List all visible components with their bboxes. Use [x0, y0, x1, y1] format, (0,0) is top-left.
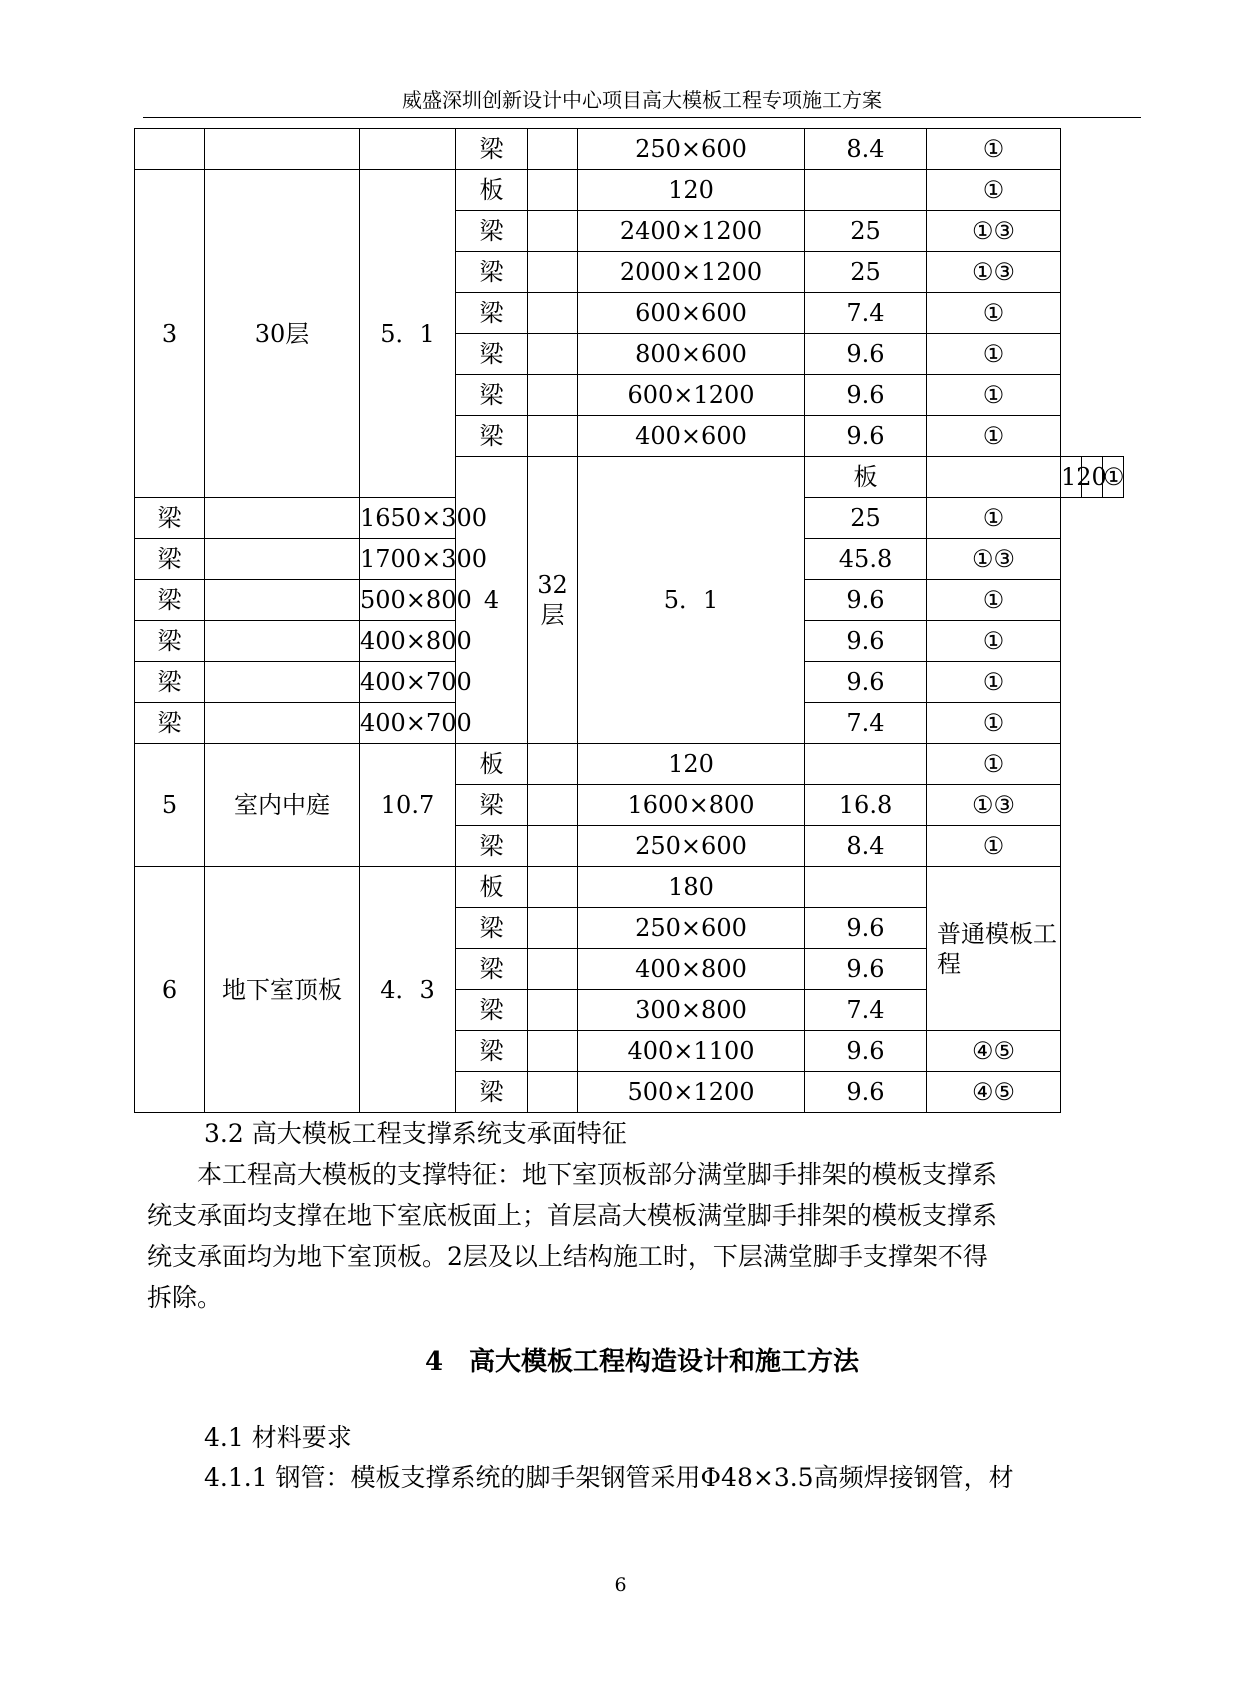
cell-span: 9.6 — [805, 908, 927, 949]
cell-floor — [205, 129, 360, 170]
cell-span — [805, 867, 927, 908]
cell-member-type: 梁 — [456, 334, 528, 375]
cell-span: 8.4 — [805, 826, 927, 867]
cell-note: ① — [927, 703, 1061, 744]
cell-member-type: 梁 — [456, 908, 528, 949]
cell-section-size: 400×800 — [578, 949, 805, 990]
cell-note: ①③ — [927, 539, 1061, 580]
cell-span: 7.4 — [805, 990, 927, 1031]
cell-note: 普通模板工程 — [927, 867, 1061, 1031]
cell-member-type: 板 — [456, 170, 528, 211]
cell-section-size: 1600×800 — [578, 785, 805, 826]
cell-blank — [205, 498, 360, 539]
header-divider — [143, 117, 1141, 118]
cell-section-size: 180 — [578, 867, 805, 908]
cell-blank — [205, 703, 360, 744]
cell-member-type: 梁 — [456, 252, 528, 293]
document-header: 威盛深圳创新设计中心项目高大模板工程专项施工方案 — [402, 88, 882, 112]
cell-section-size: 300×800 — [578, 990, 805, 1031]
cell-floor: 32层 — [528, 457, 578, 744]
cell-member-type: 梁 — [135, 498, 205, 539]
cell-span: 16.8 — [805, 785, 927, 826]
cell-span: 25 — [805, 252, 927, 293]
cell-member-type: 梁 — [456, 990, 528, 1031]
cell-member-type: 梁 — [456, 211, 528, 252]
cell-section-size: 120 — [578, 170, 805, 211]
cell-note: ①③ — [927, 785, 1061, 826]
cell-section-size: 400×700 — [360, 662, 456, 703]
cell-seq-no: 3 — [135, 170, 205, 498]
cell-span: 9.6 — [805, 580, 927, 621]
cell-span: 25 — [805, 498, 927, 539]
cell-blank — [205, 580, 360, 621]
cell-note: ① — [927, 621, 1061, 662]
cell-member-type: 梁 — [135, 621, 205, 662]
cell-member-type: 梁 — [135, 662, 205, 703]
paragraph-line: 本工程高大模板的支撑特征：地下室顶板部分满堂脚手排架的模板支撑系 — [197, 1160, 998, 1189]
cell-span: 8.4 — [805, 129, 927, 170]
cell-floor: 室内中庭 — [205, 744, 360, 867]
cell-blank — [205, 539, 360, 580]
cell-section-size: 250×600 — [578, 129, 805, 170]
cell-note: ① — [927, 170, 1061, 211]
cell-section-size: 500×800 — [360, 580, 456, 621]
cell-note: ① — [927, 334, 1061, 375]
cell-member-type: 板 — [805, 457, 927, 498]
cell-member-type: 梁 — [456, 826, 528, 867]
cell-blank — [205, 621, 360, 662]
table-row — [135, 170, 1124, 211]
cell-height: 5．1 — [360, 170, 456, 498]
cell-span: 7.4 — [805, 293, 927, 334]
cell-note: ① — [927, 580, 1061, 621]
cell-span: 25 — [805, 211, 927, 252]
cell-blank — [528, 416, 578, 457]
cell-floor: 地下室顶板 — [205, 867, 360, 1113]
cell-blank — [528, 375, 578, 416]
cell-note: ① — [927, 498, 1061, 539]
cell-section-size: 400×800 — [360, 621, 456, 662]
cell-seq-no: 5 — [135, 744, 205, 867]
cell-blank — [528, 252, 578, 293]
formwork-spec-table — [134, 128, 1124, 1113]
page-number: 6 — [614, 1574, 627, 1596]
cell-seq-no: 6 — [135, 867, 205, 1113]
cell-span: 9.6 — [805, 1031, 927, 1072]
cell-member-type: 梁 — [456, 416, 528, 457]
section-3-2-paragraph — [147, 1154, 1127, 1318]
cell-blank — [205, 662, 360, 703]
cell-blank — [528, 334, 578, 375]
cell-height: 4．3 — [360, 867, 456, 1113]
cell-blank — [528, 785, 578, 826]
cell-blank — [528, 211, 578, 252]
cell-section-size: 1650×300 — [360, 498, 456, 539]
cell-note: ①③ — [927, 211, 1061, 252]
cell-note: ④⑤ — [927, 1072, 1061, 1113]
cell-section-size: 400×1100 — [578, 1031, 805, 1072]
cell-span: 9.6 — [805, 662, 927, 703]
cell-floor: 30层 — [205, 170, 360, 498]
cell-section-size: 1700×300 — [360, 539, 456, 580]
cell-span: 45.8 — [805, 539, 927, 580]
cell-section-size: 600×600 — [578, 293, 805, 334]
cell-span: 9.6 — [805, 334, 927, 375]
cell-blank — [528, 990, 578, 1031]
cell-blank — [528, 908, 578, 949]
section-4-1-heading: 4.1 材料要求 — [204, 1423, 352, 1452]
cell-member-type: 梁 — [456, 949, 528, 990]
cell-note: ① — [927, 293, 1061, 334]
cell-section-size: 2000×1200 — [578, 252, 805, 293]
table-row — [135, 129, 1124, 170]
cell-section-size: 250×600 — [578, 826, 805, 867]
cell-member-type: 梁 — [456, 785, 528, 826]
cell-note: ① — [927, 744, 1061, 785]
cell-section-size: 600×1200 — [578, 375, 805, 416]
cell-blank — [927, 457, 1061, 498]
cell-note: ①③ — [927, 252, 1061, 293]
cell-member-type: 梁 — [456, 1031, 528, 1072]
cell-note: ① — [927, 416, 1061, 457]
cell-member-type: 梁 — [135, 539, 205, 580]
cell-section-size: 500×1200 — [578, 1072, 805, 1113]
cell-section-size: 120 — [578, 744, 805, 785]
cell-seq-no — [135, 129, 205, 170]
cell-height: 5．1 — [578, 457, 805, 744]
table-row — [135, 744, 1124, 785]
cell-blank — [528, 867, 578, 908]
cell-span — [805, 744, 927, 785]
cell-member-type: 梁 — [456, 129, 528, 170]
cell-note: ① — [1103, 457, 1124, 498]
cell-note: ① — [927, 826, 1061, 867]
cell-span: 9.6 — [805, 949, 927, 990]
cell-section-size: 800×600 — [578, 334, 805, 375]
cell-blank — [528, 744, 578, 785]
cell-section-size: 120 — [1061, 457, 1082, 498]
section-3-2-heading: 3.2 高大模板工程支撑系统支承面特征 — [204, 1119, 627, 1148]
cell-note: ① — [927, 129, 1061, 170]
cell-blank — [528, 826, 578, 867]
table-row — [135, 867, 1124, 908]
cell-blank — [528, 293, 578, 334]
cell-member-type: 梁 — [456, 1072, 528, 1113]
cell-span: 9.6 — [805, 416, 927, 457]
paragraph-line: 统支承面均为地下室顶板。2层及以上结构施工时，下层满堂脚手支撑架不得 — [147, 1242, 988, 1271]
cell-span: 9.6 — [805, 621, 927, 662]
cell-member-type: 梁 — [456, 375, 528, 416]
cell-span: 9.6 — [805, 1072, 927, 1113]
cell-blank — [528, 949, 578, 990]
cell-member-type: 梁 — [456, 293, 528, 334]
cell-note: ④⑤ — [927, 1031, 1061, 1072]
cell-blank — [528, 1031, 578, 1072]
paragraph-line: 统支承面均支撑在地下室底板面上；首层高大模板满堂脚手排架的模板支撑系 — [147, 1201, 998, 1230]
cell-member-type: 板 — [456, 867, 528, 908]
cell-blank — [528, 129, 578, 170]
cell-span — [805, 170, 927, 211]
cell-blank — [528, 170, 578, 211]
paragraph-line: 拆除。 — [147, 1283, 223, 1312]
cell-member-type: 梁 — [135, 580, 205, 621]
cell-span: 7.4 — [805, 703, 927, 744]
cell-member-type: 梁 — [135, 703, 205, 744]
cell-section-size: 2400×1200 — [578, 211, 805, 252]
cell-section-size: 400×600 — [578, 416, 805, 457]
cell-section-size: 400×700 — [360, 703, 456, 744]
cell-height — [360, 129, 456, 170]
cell-section-size: 250×600 — [578, 908, 805, 949]
cell-note: ① — [927, 375, 1061, 416]
cell-blank — [528, 1072, 578, 1113]
cell-note: ① — [927, 662, 1061, 703]
chapter-4-title: 4 高大模板工程构造设计和施工方法 — [424, 1347, 860, 1377]
cell-height: 10.7 — [360, 744, 456, 867]
cell-span: 9.6 — [805, 375, 927, 416]
section-4-1-1-text: 4.1.1 钢管：模板支撑系统的脚手架钢管采用Φ48×3.5高频焊接钢管，材 — [204, 1463, 1014, 1492]
cell-member-type: 板 — [456, 744, 528, 785]
cell-seq-no: 4 — [456, 457, 528, 744]
